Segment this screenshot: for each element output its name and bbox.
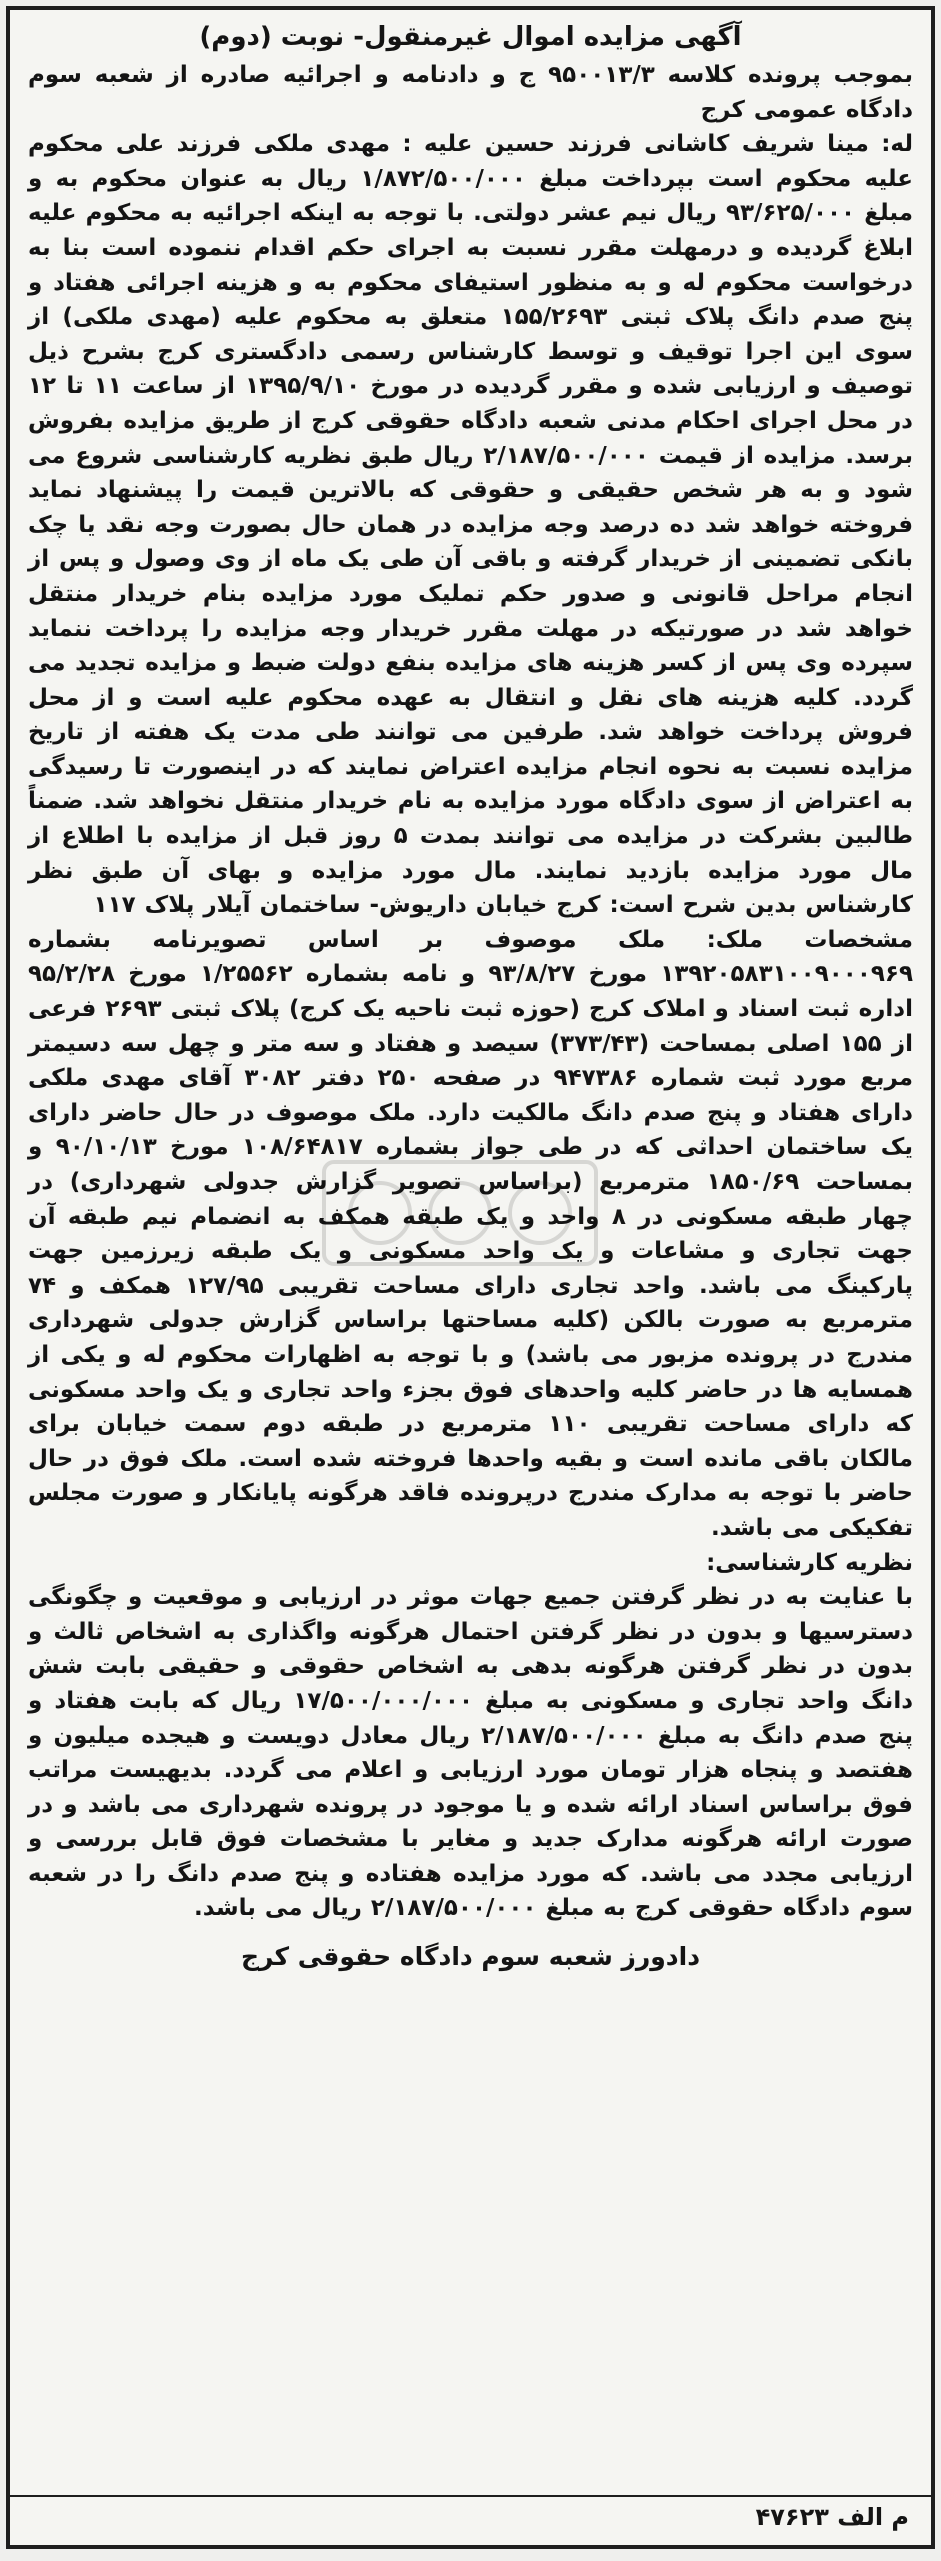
- property-specifications-paragraph: مشخصات ملک: ملک موصوف بر اساس تصویرنامه بشماره ۱۳۹۲۰۵۸۳۱۰۰۹۰۰۰۹۶۹ مورخ ۹۳/۸/۲۷ و نامه بشماره ۱/۲۵۵۶۲ مورخ ۹۵/۲/۲۸ اداره ثبت اسناد و املاک کرج (حوزه ثبت ناحیه یک کرج) پلاک ثبتی ۲۶۹۳ فرعی از ۱۵۵ اصلی بمساحت (۳۷۳/۴۳) سیصد و هفتاد و سه متر و چهل سه دسیمتر مربع مورد ثبت شماره ۹۴۷۳۸۶ در صفحه ۲۵۰ دفتر ۳۰۸۲ آقای مهدی ملکی دارای هفتاد و پنج صدم دانگ مالکیت دارد. ملک موصوف در حال حاضر دارای یک ساختمان احداثی که در طی جواز بشماره ۱۰۸/۶۴۸۱۷ مورخ ۹۰/۱۰/۱۳ و بمساحت ۱۸۵۰/۶۹ مترمربع (براساس تصویر گزارش جدولی شهرداری) در چهار طبقه مسکونی در ۸ واحد و یک طبقه همکف به انضمام نیم طبقه آن جهت تجاری و مشاعات و یک واحد مسکونی و یک طبقه زیرزمین جهت پارکینگ می باشد. واحد تجاری دارای مساحت تقریبی ۱۲۷/۹۵ همکف و ۷۴ مترمربع به صورت بالکن (کلیه مساحتها براساس گزارش جدولی شهرداری مندرج در پرونده مزبور می باشد) و با توجه به اظهارات محکوم له و یکی از همسایه ها در حاضر کلیه واحدهای فوق بجزء واحد تجاری و یک واحد مسکونی که دارای مساحت تقریبی ۱۱۰ مترمربع در طبقه دوم سمت خیابان برای مالکان باقی مانده است و بقیه واحدها فروخته شده است. ملک فوق در حال حاضر با توجه به مدارک مندرج درپرونده فاقد هرگونه پایانکار و صورت مجلس تفکیکی می باشد.: [28, 926, 914, 1541]
- reference-number-bar: [10, 2495, 931, 2545]
- expert-opinion-paragraph: با عنایت به در نظر گرفتن جمیع جهات موثر در ارزیابی و موقعیت و چگونگی دسترسیها و بدون در نظر گرفتن احتمال هرگونه واگذاری به اشخاص ثالث و بدون در نظر گرفتن هرگونه بدهی به اشخاص حقوقی و حقیقی بابت شش دانگ واحد تجاری و مسکونی به مبلغ ۱۷/۵۰۰/۰۰۰/۰۰۰ ریال که بابت هفتاد و پنج صدم دانگ به مبلغ ۲/۱۸۷/۵۰۰/۰۰۰ ریال معادل دویست و هیجده میلیون و هفتصد و پنجاه هزار تومان مورد ارزیابی و اعلام می گردد. بدیهیست مراتب فوق براساس اسناد ارائه شده و یا موجود در پرونده شهرداری می باشد و در صورت ارائه هرگونه مدارک جدید و مغایر با مشخصات فوق قابل بررسی و ارزیابی مجدد می باشد. که مورد مزایده هفتاده و پنج صدم دانگ را در شعبه سوم دادگاه حقوقی کرج به مبلغ ۲/۱۸۷/۵۰۰/۰۰۰ ریال می باشد.: [28, 1584, 914, 1922]
- auction-notice-sheet: [6, 6, 935, 2549]
- case-reference-paragraph: بموجب پرونده کلاسه ۹۵۰۰۱۳/۳ ج و دادنامه و اجرائیه صادره از شعبه سوم دادگاه عمومی کرج: [28, 62, 913, 123]
- auction-terms-paragraph: له: مینا شریف کاشانی فرزند حسین علیه : مهدی ملکی فرزند علی محکوم علیه محکوم است بپرداخت مبلغ ۱/۸۷۲/۵۰۰/۰۰۰ ریال به عنوان محکوم به و مبلغ ۹۳/۶۲۵/۰۰۰ ریال نیم عشر دولتی. با توجه به اینکه اجرائیه به محکوم علیه ابلاغ گردیده و درمهلت مقرر نسبت به اجرای حکم اقدام ننموده است بنا به درخواست محکوم له و به منظور استیفای محکوم به و هزینه اجرائی هفتاد و پنج صدم دانگ پلاک ثبتی ۱۵۵/۲۶۹۳ متعلق به محکوم علیه (مهدی ملکی) از سوی این اجرا توقیف و توسط کارشناس رسمی دادگستری کرج بشرح ذیل توصیف و ارزیابی شده و مقرر گردیده در مورخ ۱۳۹۵/۹/۱۰ از ساعت ۱۱ تا ۱۲ در محل اجرای احکام مدنی شعبه دادگاه حقوقی کرج از طریق مزایده بفروش برسد. مزایده از قیمت ۲/۱۸۷/۵۰۰/۰۰۰ ریال طبق نظریه کارشناسی شروع می شود و به هر شخص حقیقی و حقوقی که بالاترین قیمت را پیشنهاد نماید فروخته خواهد شد ده درصد وجه مزایده در همان حال بصورت وجه نقد یا چک بانکی تضمینی از خریدار گرفته و باقی آن طی یک ماه از وی وصول و پس از انجام مراحل قانونی و صدور حکم تملیک مورد مزایده بنام خریدار منتقل خواهد شد در صورتیکه در مهلت مقرر خریدار وجه مزایده را پرداخت ننماید سپرده وی پس از کسر هزینه های مزایده بنفع دولت ضبط و مزایده تجدید می گردد. کلیه هزینه های نقل و انتقال به عهده محکوم علیه است و از محل فروش پرداخت خواهد شد. طرفین می توانند طی مدت یک هفته از تاریخ مزایده نسبت به نحوه انجام مزایده اعتراض نمایند که در اینصورت تا رسیدگی به اعتراض از سوی دادگاه مورد مزایده به نام خریدار منتقل نخواهد شد. ضمناً طالبین بشرکت در مزایده می توانند بمدت ۵ روز قبل از مزایده با اطلاع از مال مورد مزایده بازدید نمایند. مال مورد مزایده و بهای آن طبق نظر کارشناس بدین شرح است: کرج خیابان داریوش- ساختمان آیلار پلاک ۱۱۷: [28, 131, 914, 919]
- notice-title: آگهی مزایده اموال غیرمنقول- نوبت (دوم): [199, 22, 742, 52]
- expert-opinion-heading: نظریه کارشناسی:: [706, 1549, 913, 1576]
- reference-number: م الف ۴۷۶۲۳: [755, 2503, 909, 2531]
- signature-line: دادورز شعبه سوم دادگاه حقوقی کرج: [240, 1942, 701, 1972]
